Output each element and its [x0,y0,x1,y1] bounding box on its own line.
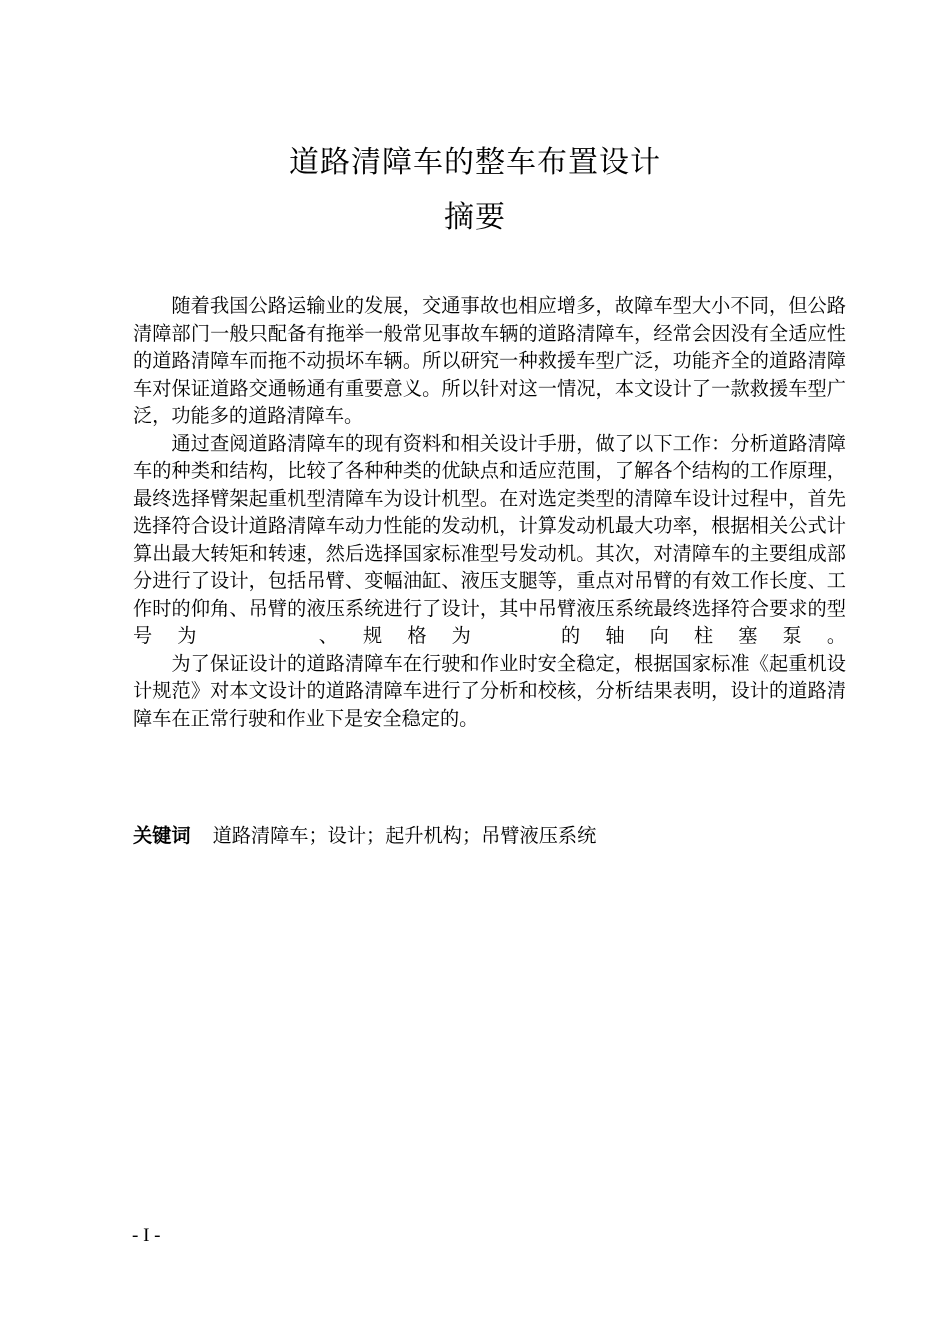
abstract-paragraph [133,292,846,430]
keywords-text: 道路清障车；设计；起升机构；吊臂液压系统 [212,824,597,847]
keywords-line [133,822,596,850]
paragraph-text: 、规格为 [293,624,496,647]
document-title: 道路清障车的整车布置设计 [289,145,661,180]
abstract-paragraph [133,430,846,650]
abstract-heading: 摘要 [444,200,506,235]
abstract-body [133,292,846,732]
paragraph-text: 的轴向柱塞泵。 [535,624,847,647]
page-number: - I - [132,1225,161,1246]
paragraph-text: 随着我国公路运输业的发展，交通事故也相应增多，故障车型大小不同，但公路清障部门一般只配备有拖举一般常见事故车辆的道路清障车，经常会因没有全适应性的道路清障车而拖不动损坏车辆。所以研究一种救援车型广泛，功能齐全的道路清障车对保证道路交通畅通有重要意义。所以针对这一情况，本文设计了一款救援车型广泛，功能多的道路清障车。 [133,294,846,427]
abstract-paragraph [133,650,846,733]
paragraph-text: 为了保证设计的道路清障车在行驶和作业时安全稳定，根据国家标准《起重机设计规范》对本文设计的道路清障车进行了分析和校核，分析结果表明，设计的道路清障车在正常行驶和作业下是安全稳定的。 [133,651,846,730]
keywords-label: 关键词 [133,824,191,847]
paragraph-text: 通过查阅道路清障车的现有资料和相关设计手册，做了以下工作：分析道路清障车的种类和结构，比较了各种种类的优缺点和适应范围，了解各个结构的工作原理，最终选择臂架起重机型清障车为设计机型。在对选定类型的清障车设计过程中，首先选择符合设计道路清障车动力性能的发动机，计算发动机最大功率，根据相关公式计算出最大转矩和转速，然后选择国家标准型号发动机。其次，对清障车的主要组成部分进行了设计，包括吊臂、变幅油缸、液压支腿等，重点对吊臂的有效工作长度、工作时的仰角、吊臂的液压系统进行了设计，其中吊臂液压系统最终选择符合要求的型号为 [133,431,846,647]
